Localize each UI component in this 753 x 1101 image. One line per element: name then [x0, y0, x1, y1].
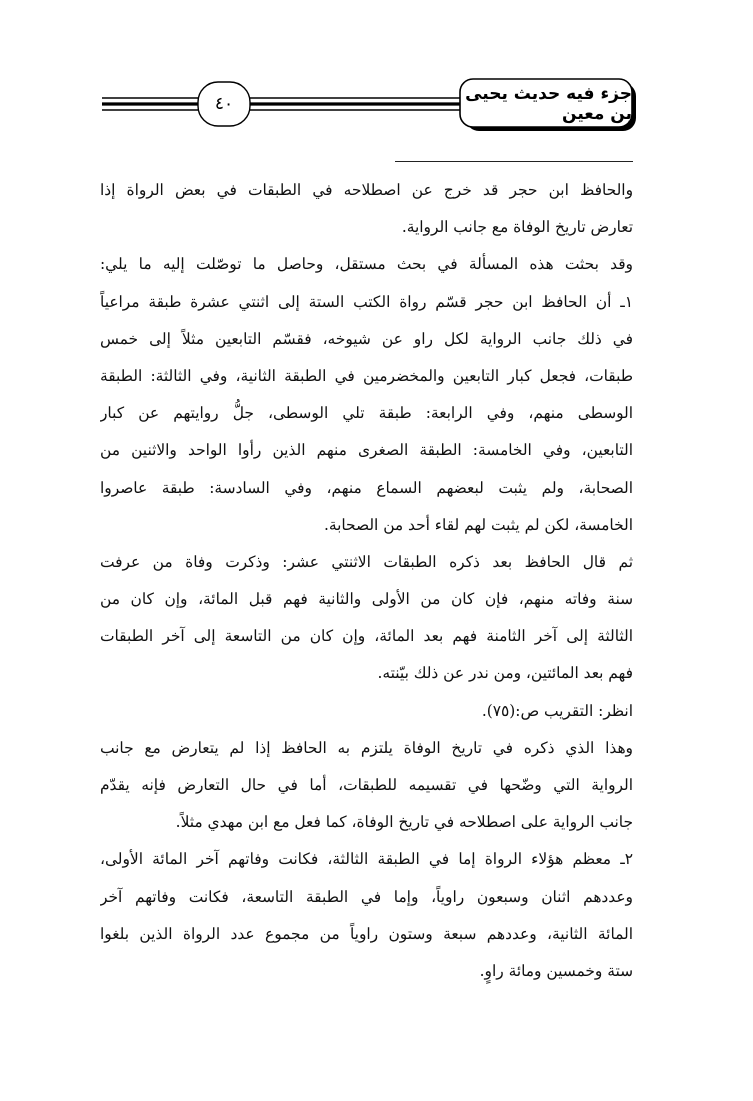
book-title: جزء فيه حديث يحيى بن معين	[465, 84, 632, 124]
footnote-separator	[395, 161, 633, 162]
text-line: الثالثة إلى آخر الثامنة فهم بعد المائة، وإن كان من التاسعة إلى آخر الطبقات	[100, 627, 633, 646]
text-line: الرواية التي وضّحها في تقسيمه للطبقات، أما في حال التعارض فإنه يقدّم	[100, 776, 633, 794]
text-line: ١ـ أن الحافظ ابن حجر قسّم رواة الكتب الستة إلى اثنتي عشرة طبقة مراعياً	[100, 292, 633, 311]
text-line: ٢ـ معظم هؤلاء الرواة إما في الطبقة الثالثة، فكانت وفاتهم آخر المائة الأولى،	[100, 850, 633, 869]
text-line: التابعين، وفي الخامسة: الطبقة الصغرى منهم الذين رأوا الواحد والاثنين من	[100, 441, 633, 460]
text-line: وعددهم اثنان وسبعون راوياً، وإما في الطبقة التاسعة، فكانت وفاتهم آخر	[100, 887, 633, 906]
page-number: ٤٠	[214, 94, 234, 114]
text-line: انظر: التقريب ص:(٧٥).	[481, 701, 633, 720]
footnote-text	[100, 172, 633, 990]
page-header	[100, 78, 640, 134]
text-line: المائة الثانية، وعددهم سبعة وستون راوياً من مجموع عدد الرواة الذين بلغوا	[100, 924, 633, 943]
text-line: الصحابة، ولم يثبت لبعضهم السماع منهم، وفي السادسة: طبقة عاصروا	[100, 478, 633, 497]
text-line: والحافظ ابن حجر قد خرج عن اصطلاحه في الطبقات في بعض الرواة إذا	[100, 181, 633, 199]
text-line: ستة وخمسين ومائة راوٍ.	[479, 961, 633, 980]
text-line: فهم بعد المائتين، ومن ندر عن ذلك بيّنته.	[377, 664, 633, 683]
text-line: وهذا الذي ذكره في تاريخ الوفاة يلتزم به الحافظ إذا لم يتعارض مع جانب	[100, 738, 633, 757]
text-line: جانب الرواية على اصطلاحه في تاريخ الوفاة، كما فعل مع ابن مهدي مثلاً.	[175, 813, 633, 832]
text-line: الوسطى منهم، وفي الرابعة: طبقة تلي الوسطى، جلُّ روايتهم عن كبار	[100, 404, 633, 423]
text-line: تعارض تاريخ الوفاة مع جانب الرواية.	[401, 218, 633, 237]
text-line: ثم قال الحافظ بعد ذكره الطبقات الاثنتي عشر: وذكرت وفاة من عرفت	[100, 552, 633, 571]
text-line: الخامسة، لكن لم يثبت لهم لقاء أحد من الصحابة.	[323, 515, 633, 534]
text-line: طبقات، فجعل كبار التابعين والمخضرمين في الطبقة الثانية، وفي الثالثة: الطبقة	[100, 366, 633, 385]
text-line: وقد بحثت هذه المسألة في بحث مستقل، وحاصل ما توصّلت إليه ما يلي:	[100, 255, 633, 274]
text-line: في ذلك جانب الرواية لكل راو عن شيوخه، فقسّم التابعين مثلاً إلى خمس	[100, 329, 633, 348]
text-line: سنة وفاته منهم، فإن كان من الأولى والثانية فهم قبل المائة، وإن كان من	[100, 590, 633, 609]
